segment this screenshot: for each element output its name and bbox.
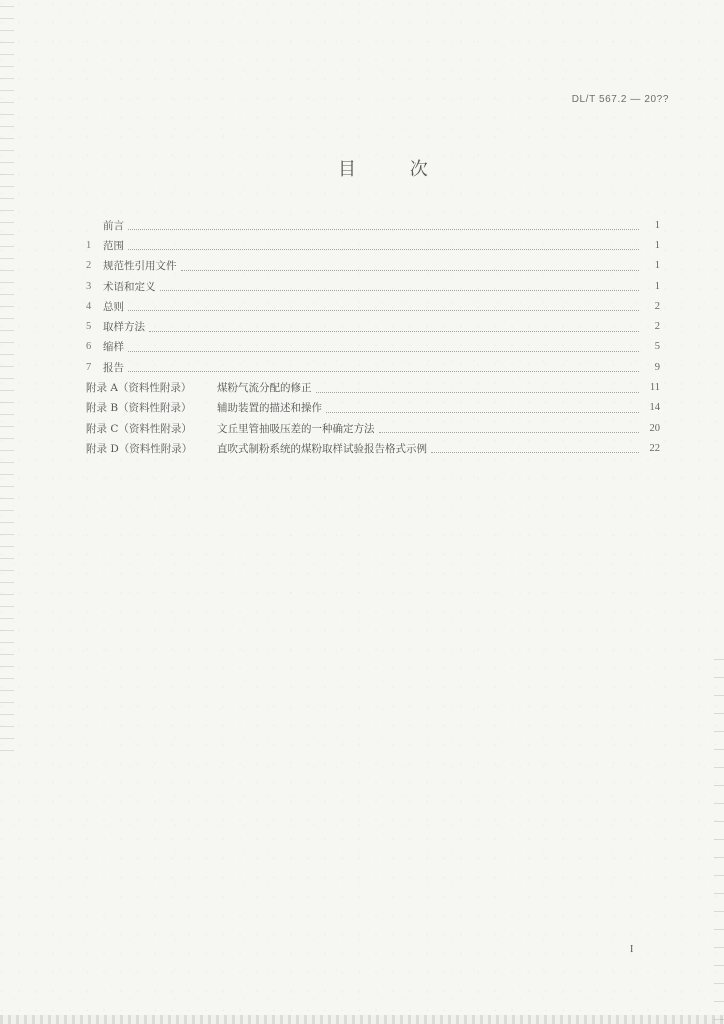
dot-leader: [316, 391, 640, 393]
appendix-entry: [86, 377, 660, 397]
dot-leader: [128, 309, 639, 311]
appendix-page: 11: [649, 382, 660, 394]
dot-leader: [128, 248, 639, 250]
toc-entry-title: 范围: [103, 239, 124, 252]
toc-entry-title: 规范性引用文件: [103, 260, 177, 273]
toc-entry-page: 9: [654, 361, 660, 373]
toc-entry-number: 3: [86, 280, 92, 292]
page-number: I: [630, 944, 634, 955]
toc-entry-title: 报告: [103, 361, 124, 374]
toc-entry-title: 取样方法: [103, 321, 145, 334]
appendix-page: 14: [649, 402, 660, 414]
appendix-title: 文丘里管抽吸压差的一种确定方法: [217, 422, 375, 435]
dot-leader: [181, 269, 640, 271]
toc-entry-title: 总则: [103, 300, 124, 313]
toc-entry-page: 1: [654, 219, 660, 231]
toc-entry-number: 6: [86, 341, 92, 353]
toc-entry: [86, 316, 660, 336]
toc-entry: [86, 337, 660, 357]
toc-entry-page: 1: [654, 280, 660, 292]
appendix-label: 附录 D（资料性附录）: [86, 442, 193, 455]
dot-leader: [128, 370, 639, 372]
dot-leader: [160, 289, 640, 291]
toc-entry-page: 1: [654, 260, 660, 272]
toc-entry-title: 前言: [103, 219, 124, 232]
appendix-title: 煤粉气流分配的修正: [217, 382, 312, 395]
toc-entry-page: 2: [654, 321, 660, 333]
toc-entry-number: 1: [86, 239, 92, 251]
toc-entry-number: 7: [86, 361, 92, 373]
appendix-title: 辅助装置的描述和操作: [217, 402, 322, 415]
dot-leader: [326, 411, 639, 413]
appendix-page: 22: [649, 442, 660, 454]
toc-entry-number: 2: [86, 260, 92, 272]
toc-entry-title: 术语和定义: [103, 280, 156, 293]
dot-leader: [149, 330, 639, 332]
table-of-contents: [86, 215, 660, 459]
dot-leader: [431, 451, 639, 453]
toc-entry-number: 5: [86, 321, 92, 333]
toc-entry-page: 1: [654, 239, 660, 251]
dot-leader: [128, 228, 639, 230]
toc-entry: [86, 296, 660, 316]
appendix-title: 直吹式制粉系统的煤粉取样试验报告格式示例: [217, 442, 427, 455]
dot-leader: [379, 431, 640, 433]
left-binding-edge: [0, 0, 14, 760]
toc-entry-page: 2: [654, 300, 660, 312]
toc-entry: [86, 215, 660, 235]
toc-entry-number: 4: [86, 300, 92, 312]
toc-entry: [86, 276, 660, 296]
appendix-label: 附录 C（资料性附录）: [86, 422, 192, 435]
right-binding-edge: [714, 650, 724, 1024]
toc-entry: [86, 235, 660, 255]
toc-entry: [86, 357, 660, 377]
toc-entry-title: 缩样: [103, 341, 124, 354]
bottom-binding-edge: [0, 1015, 724, 1024]
appendix-label: 附录 A（资料性附录）: [86, 382, 192, 395]
appendix-entry: [86, 438, 660, 458]
toc-entry-page: 5: [654, 341, 660, 353]
toc-entry: [86, 256, 660, 276]
document-code: DL/T 567.2 — 20??: [571, 94, 669, 105]
appendix-entry: [86, 418, 660, 438]
appendix-entry: [86, 398, 660, 418]
appendix-label: 附录 B（资料性附录）: [86, 402, 192, 415]
toc-title: 目 次: [338, 159, 452, 180]
appendix-page: 20: [649, 422, 660, 434]
dot-leader: [128, 350, 639, 352]
